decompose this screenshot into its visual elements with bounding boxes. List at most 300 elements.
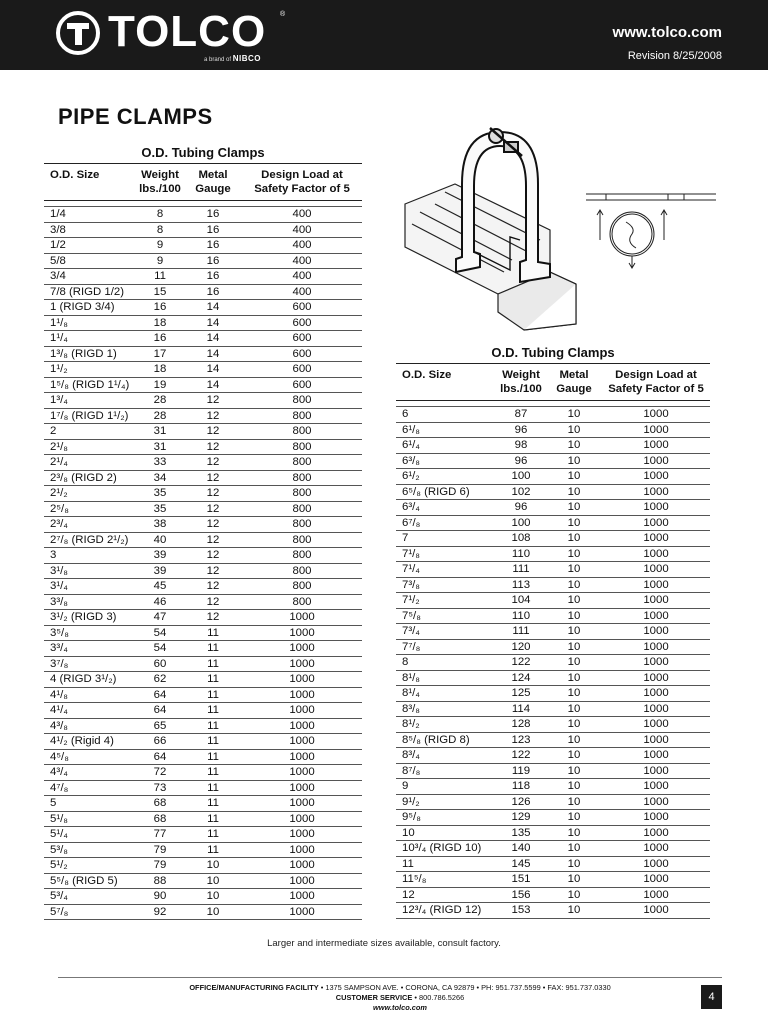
cell-weight: 111	[512, 625, 530, 637]
cell-od-size: 2³/₄	[50, 518, 68, 530]
cell-od-size: 4¹/₂ (Rigid 4)	[50, 735, 114, 747]
table-row	[396, 516, 710, 532]
cell-design-load: 1000	[289, 704, 315, 716]
cell-gauge: 14	[206, 332, 220, 344]
cell-design-load: 1000	[289, 688, 315, 701]
cell-gauge: 10	[567, 578, 581, 591]
table-row	[44, 223, 362, 239]
cell-design-load: 400	[292, 270, 312, 282]
table-row	[396, 469, 710, 485]
cell-design-load: 1000	[643, 811, 669, 823]
cell-gauge: 11	[207, 688, 219, 701]
table-row	[396, 640, 710, 656]
cell-weight: 33	[153, 456, 167, 468]
cell-od-size: 6⁷/₈	[402, 516, 421, 529]
cell-weight: 8	[156, 223, 164, 236]
cell-design-load: 1000	[643, 439, 669, 451]
clamp-section-diagram	[586, 194, 716, 268]
cell-weight: 118	[511, 780, 531, 792]
cell-gauge: 11	[207, 797, 219, 809]
cell-design-load: 1000	[643, 408, 669, 420]
cell-od-size: 7¹/₈	[402, 547, 421, 560]
cell-gauge: 12	[206, 440, 220, 453]
cell-gauge: 10	[567, 671, 581, 684]
page-title: PIPE CLAMPS	[58, 104, 213, 129]
table-row	[396, 671, 710, 687]
header-gauge: Metal Gauge	[556, 369, 592, 395]
page-header	[0, 0, 768, 70]
cell-od-size: 8	[402, 656, 409, 668]
table-row	[44, 889, 362, 905]
cell-od-size: 2¹/₂	[50, 487, 68, 499]
cell-design-load: 1000	[289, 905, 315, 918]
cell-design-load: 1000	[289, 657, 315, 670]
cell-design-load: 1000	[643, 470, 669, 482]
cell-od-size: 5⁷/₈	[50, 905, 69, 918]
table-row	[44, 858, 362, 874]
table-row	[44, 812, 362, 828]
cell-gauge: 10	[567, 423, 581, 436]
cell-gauge: 10	[567, 811, 581, 823]
cell-weight: 120	[511, 640, 531, 653]
cell-weight: 122	[511, 656, 531, 668]
cell-design-load: 800	[292, 502, 312, 515]
cell-gauge: 10	[567, 609, 581, 622]
cell-weight: 18	[153, 363, 167, 375]
cell-weight: 129	[511, 811, 531, 823]
cell-od-size: 6¹/₈	[402, 423, 421, 436]
cell-od-size: 8¹/₄	[402, 687, 420, 699]
table-row	[396, 531, 710, 547]
cell-gauge: 10	[567, 764, 581, 777]
cell-gauge: 11	[207, 781, 219, 794]
cell-od-size: 4 (RIGD 3¹/₂)	[50, 673, 117, 685]
cell-design-load: 800	[292, 580, 312, 592]
table-row	[44, 579, 362, 595]
cell-od-size: 8⁵/₈ (RIGD 8)	[402, 733, 470, 746]
cell-weight: 16	[153, 301, 167, 313]
cell-gauge: 10	[567, 563, 581, 575]
footer-url[interactable]: www.tolco.com	[373, 1003, 427, 1012]
table-caption: O.D. Tubing Clamps	[141, 145, 265, 160]
cell-gauge: 10	[206, 874, 220, 887]
cell-design-load: 400	[292, 254, 312, 267]
cell-design-load: 1000	[643, 640, 669, 653]
cell-weight: 8	[156, 208, 164, 220]
cell-gauge: 10	[567, 718, 581, 730]
table-row	[396, 609, 710, 625]
cell-od-size: 11	[402, 857, 414, 870]
cell-design-load: 800	[292, 456, 312, 468]
cell-weight: 72	[153, 766, 167, 778]
cell-od-size: 8³/₄	[402, 749, 420, 761]
cell-weight: 153	[511, 904, 531, 916]
cell-weight: 64	[153, 688, 167, 701]
brand-prefix: a brand of	[204, 57, 232, 63]
table-row	[44, 440, 362, 456]
cell-od-size: 2³/₈ (RIGD 2)	[50, 471, 117, 484]
cell-gauge: 11	[207, 657, 219, 670]
cell-design-load: 1000	[643, 516, 669, 529]
cell-weight: 39	[153, 549, 167, 561]
table-row	[396, 903, 710, 919]
cell-weight: 28	[153, 394, 167, 406]
cell-design-load: 1000	[289, 797, 315, 809]
cell-gauge: 10	[567, 594, 581, 606]
table-row	[44, 641, 362, 657]
cell-od-size: 3³/₈	[50, 595, 69, 608]
cell-od-size: 6¹/₂	[402, 470, 420, 482]
table-row	[396, 562, 710, 578]
header-url[interactable]: www.tolco.com	[612, 24, 722, 41]
cell-weight: 92	[153, 905, 167, 918]
cell-gauge: 11	[207, 673, 219, 685]
cell-gauge: 10	[567, 687, 581, 699]
cell-od-size: 6	[402, 408, 409, 420]
footer-customer-service-line: CUSTOMER SERVICE • 800.786.5266	[335, 993, 465, 1002]
availability-note: Larger and intermediate sizes available, consult factory.	[267, 938, 501, 949]
cell-weight: 65	[153, 719, 167, 732]
table-row	[44, 626, 362, 642]
cell-weight: 145	[511, 857, 531, 870]
tolco-logo-mark-icon	[56, 11, 100, 55]
cell-gauge: 11	[207, 766, 219, 778]
cell-weight: 60	[153, 657, 167, 670]
table-row	[44, 316, 362, 332]
cell-design-load: 1000	[643, 656, 669, 668]
cell-design-load: 600	[292, 301, 312, 313]
cell-design-load: 1000	[289, 750, 315, 763]
cell-weight: 34	[153, 471, 167, 484]
cell-od-size: 2⁷/₈ (RIGD 2¹/₂)	[50, 533, 129, 546]
cell-weight: 128	[511, 718, 531, 730]
cell-od-size: 7³/₄	[402, 625, 420, 637]
cell-weight: 88	[153, 874, 167, 887]
table-row	[44, 455, 362, 471]
cell-weight: 79	[153, 843, 167, 856]
tubing-clamps-table-small	[44, 143, 362, 920]
cell-design-load: 800	[292, 533, 312, 546]
cell-design-load: 1000	[289, 859, 315, 871]
cell-design-load: 1000	[289, 719, 315, 732]
cell-gauge: 10	[567, 904, 581, 916]
table-row	[44, 719, 362, 735]
cell-od-size: 7/8 (RIGD 1/2)	[50, 285, 125, 298]
cell-od-size: 3³/₄	[50, 642, 68, 654]
cell-weight: 35	[153, 487, 167, 499]
cell-design-load: 400	[292, 208, 312, 220]
cell-gauge: 10	[567, 795, 581, 808]
cell-od-size: 8¹/₈	[402, 671, 421, 684]
cell-weight: 35	[153, 502, 167, 515]
cell-gauge: 11	[207, 719, 219, 732]
cell-gauge: 11	[207, 812, 219, 825]
cell-design-load: 1000	[289, 626, 315, 639]
cell-design-load: 800	[292, 487, 312, 499]
table-row	[44, 533, 362, 549]
header-od-size: O.D. Size	[50, 169, 100, 181]
table-row	[44, 517, 362, 533]
cell-gauge: 10	[567, 749, 581, 761]
cell-gauge: 14	[206, 316, 220, 329]
cell-weight: 108	[511, 532, 531, 544]
cell-gauge: 12	[206, 487, 220, 499]
cell-od-size: 6³/₄	[402, 501, 420, 513]
cell-od-size: 7	[402, 532, 409, 544]
header-weight: Weight lbs./100	[139, 169, 181, 195]
channel-strut-drawing	[405, 184, 576, 330]
cell-weight: 104	[511, 594, 531, 606]
cell-weight: 64	[153, 750, 167, 763]
footer-divider	[58, 977, 722, 978]
cell-gauge: 16	[206, 254, 220, 267]
table-row	[396, 888, 710, 904]
table-row	[396, 826, 710, 842]
table-row	[396, 593, 710, 609]
cell-gauge: 10	[206, 890, 220, 902]
table-row	[44, 610, 362, 626]
cell-design-load: 1000	[643, 749, 669, 761]
cell-gauge: 14	[206, 378, 220, 391]
table-row	[396, 655, 710, 671]
cell-weight: 39	[153, 564, 167, 577]
cell-weight: 114	[511, 702, 531, 715]
cell-gauge: 10	[567, 454, 581, 467]
cell-od-size: 8³/₈	[402, 702, 421, 715]
table-row	[44, 424, 362, 440]
cell-gauge: 10	[567, 842, 581, 854]
cell-gauge: 12	[206, 518, 220, 530]
cell-gauge: 16	[206, 239, 220, 251]
cell-od-size: 9	[402, 780, 409, 792]
cell-weight: 68	[153, 812, 167, 825]
table-row	[396, 423, 710, 439]
table-row	[44, 486, 362, 502]
cell-design-load: 400	[292, 223, 312, 236]
cell-weight: 31	[153, 440, 167, 453]
cell-od-size: 2¹/₄	[50, 456, 68, 468]
header-gauge: Metal Gauge	[195, 169, 231, 195]
cell-od-size: 11⁵/₈	[402, 873, 427, 885]
cell-od-size: 5	[50, 797, 57, 809]
table-row	[44, 657, 362, 673]
table-row	[44, 269, 362, 285]
cell-gauge: 12	[206, 394, 220, 406]
cell-weight: 77	[153, 828, 167, 840]
cell-weight: 9	[156, 239, 164, 251]
table-row	[44, 378, 362, 394]
cell-gauge: 10	[567, 485, 581, 498]
cell-weight: 126	[511, 795, 531, 808]
table-row	[396, 733, 710, 749]
cell-od-size: 4⁵/₈	[50, 750, 69, 763]
table-row	[396, 702, 710, 718]
cell-weight: 64	[153, 704, 167, 716]
cell-design-load: 1000	[643, 423, 669, 436]
cell-weight: 54	[153, 642, 167, 654]
header-design-load: Design Load at Safety Factor of 5	[254, 169, 350, 195]
header-weight: Weight lbs./100	[500, 369, 542, 395]
table-row	[44, 548, 362, 564]
cell-design-load: 1000	[643, 625, 669, 637]
cell-weight: 96	[514, 423, 528, 436]
cell-od-size: 1/2	[50, 239, 66, 251]
cell-gauge: 12	[206, 595, 220, 608]
logo-registered-mark: ®	[280, 11, 286, 18]
tolco-logo	[56, 8, 286, 64]
cell-weight: 19	[153, 378, 167, 391]
table-row	[396, 872, 710, 888]
table-row	[396, 857, 710, 873]
cell-weight: 15	[153, 285, 167, 298]
cell-design-load: 800	[292, 549, 312, 561]
cell-design-load: 1000	[289, 812, 315, 825]
cell-gauge: 10	[567, 702, 581, 715]
logo-wordmark: TOLCO	[108, 7, 267, 56]
cell-weight: 66	[153, 735, 167, 747]
cell-weight: 18	[153, 316, 167, 329]
cell-od-size: 10³/₄ (RIGD 10)	[402, 842, 482, 854]
cell-weight: 135	[511, 826, 531, 839]
cell-design-load: 1000	[643, 609, 669, 622]
page-footer	[120, 983, 680, 1013]
cell-gauge: 16	[206, 208, 220, 220]
cell-gauge: 10	[567, 888, 581, 901]
table-row	[44, 874, 362, 890]
cell-weight: 140	[511, 842, 531, 854]
table-row	[44, 734, 362, 750]
cell-gauge: 10	[567, 408, 581, 420]
table-row	[396, 764, 710, 780]
cell-weight: 90	[153, 890, 167, 902]
cell-gauge: 10	[567, 516, 581, 529]
table-row	[44, 502, 362, 518]
cell-weight: 11	[154, 270, 166, 282]
cell-gauge: 10	[567, 873, 581, 885]
cell-od-size: 3¹/₄	[50, 580, 68, 592]
cell-od-size: 12³/₄ (RIGD 12)	[402, 904, 482, 916]
cell-gauge: 10	[567, 547, 581, 560]
cell-gauge: 10	[567, 625, 581, 637]
cell-gauge: 10	[567, 826, 581, 839]
table-row	[44, 703, 362, 719]
cell-gauge: 10	[567, 656, 581, 668]
table-body	[396, 407, 710, 919]
cell-weight: 119	[511, 764, 531, 777]
table-header	[44, 163, 362, 201]
cell-weight: 40	[153, 533, 167, 546]
cell-od-size: 1⁵/₈ (RIGD 1¹/₄)	[50, 378, 130, 391]
cell-od-size: 9¹/₂	[402, 795, 420, 808]
cell-od-size: 4³/₄	[50, 766, 68, 778]
cell-gauge: 10	[567, 857, 581, 870]
cell-weight: 31	[153, 425, 167, 437]
cell-weight: 87	[514, 408, 528, 420]
cell-design-load: 1000	[643, 842, 669, 854]
table-row	[44, 796, 362, 812]
cell-design-load: 1000	[643, 718, 669, 730]
cell-od-size: 4¹/₄	[50, 704, 68, 716]
cell-gauge: 10	[567, 780, 581, 792]
table-row	[44, 207, 362, 223]
cell-weight: 96	[514, 454, 528, 467]
cell-design-load: 800	[292, 394, 312, 406]
cell-design-load: 1000	[643, 795, 669, 808]
cell-weight: 54	[153, 626, 167, 639]
table-row	[396, 841, 710, 857]
table-row	[44, 905, 362, 921]
cell-od-size: 5/8	[50, 254, 66, 267]
table-row	[44, 331, 362, 347]
cell-gauge: 14	[206, 347, 220, 360]
cell-od-size: 2⁵/₈	[50, 502, 69, 515]
table-row	[396, 500, 710, 516]
cell-od-size: 1⁷/₈ (RIGD 1¹/₂)	[50, 409, 129, 422]
cell-od-size: 3¹/₈	[50, 564, 69, 577]
cell-weight: 98	[514, 439, 528, 451]
cell-design-load: 600	[292, 316, 312, 329]
cell-od-size: 6³/₈	[402, 454, 421, 467]
table-row	[396, 547, 710, 563]
cell-weight: 125	[511, 687, 531, 699]
cell-design-load: 1000	[643, 764, 669, 777]
cell-gauge: 16	[206, 223, 220, 236]
cell-gauge: 12	[206, 580, 220, 592]
cell-od-size: 7⁵/₈	[402, 609, 421, 622]
cell-od-size: 7⁷/₈	[402, 640, 421, 653]
cell-od-size: 7³/₈	[402, 578, 421, 591]
cell-weight: 16	[153, 332, 167, 344]
cell-od-size: 1 (RIGD 3/4)	[50, 301, 115, 313]
cell-gauge: 10	[567, 640, 581, 653]
cell-design-load: 800	[292, 409, 312, 422]
pipe-clamp-illustration	[400, 112, 720, 342]
table-row	[44, 285, 362, 301]
cell-design-load: 1000	[643, 826, 669, 839]
cell-design-load: 1000	[289, 828, 315, 840]
cell-gauge: 12	[206, 456, 220, 468]
cell-gauge: 16	[206, 270, 220, 282]
cell-weight: 62	[153, 673, 167, 685]
cell-gauge: 12	[206, 471, 220, 484]
cell-design-load: 800	[292, 518, 312, 530]
page-number: 4	[701, 985, 722, 1009]
cell-od-size: 8⁷/₈	[402, 764, 421, 777]
cell-od-size: 3⁵/₈	[50, 626, 69, 639]
table-row	[44, 595, 362, 611]
cell-weight: 73	[153, 781, 167, 794]
cell-weight: 111	[512, 563, 530, 575]
cell-weight: 124	[511, 671, 531, 684]
cell-design-load: 1000	[289, 890, 315, 902]
table-row	[44, 765, 362, 781]
cell-design-load: 1000	[643, 888, 669, 901]
cell-od-size: 3	[50, 549, 57, 561]
cell-gauge: 12	[206, 564, 220, 577]
cell-weight: 46	[153, 595, 167, 608]
cell-design-load: 800	[292, 471, 312, 484]
cell-od-size: 1¹/₂	[50, 363, 68, 375]
table-header	[396, 363, 710, 401]
cell-gauge: 16	[206, 285, 220, 298]
cell-od-size: 8¹/₂	[402, 718, 420, 730]
cell-od-size: 12	[402, 888, 415, 901]
cell-od-size: 5³/₈	[50, 843, 69, 856]
table-caption: O.D. Tubing Clamps	[491, 345, 615, 360]
table-row	[44, 843, 362, 859]
cell-design-load: 800	[292, 425, 312, 437]
cell-design-load: 1000	[643, 857, 669, 870]
